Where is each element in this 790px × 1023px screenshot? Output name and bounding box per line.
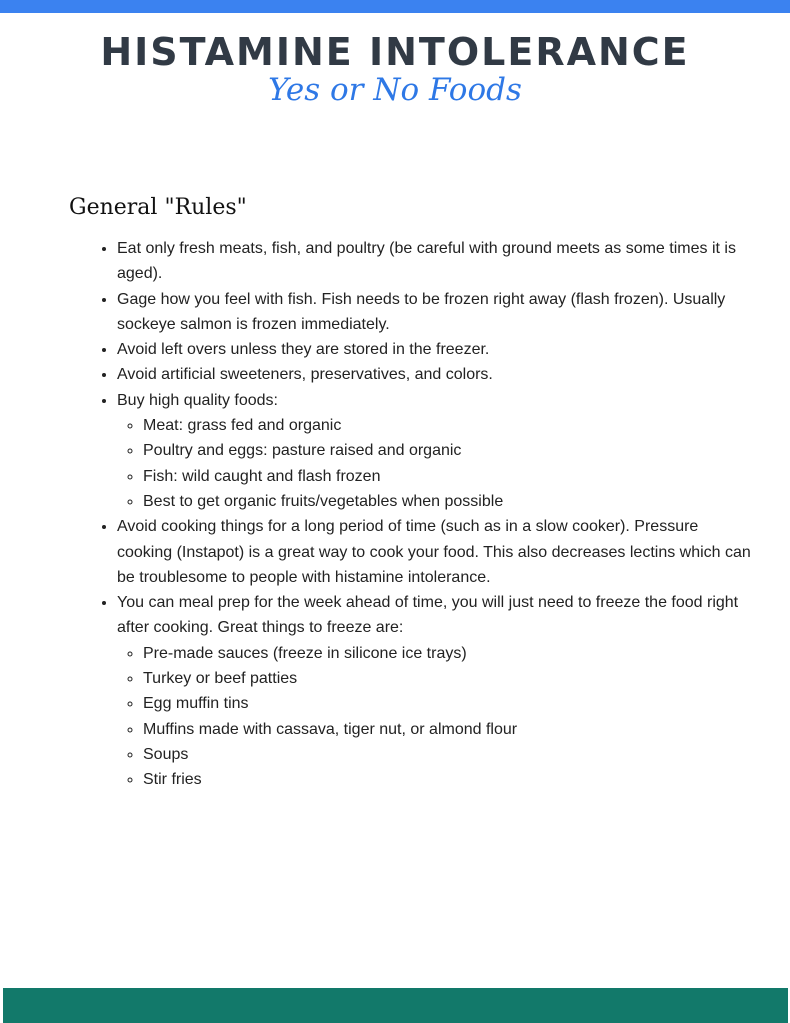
sub-list-item: ◦ Poultry and eggs: pasture raised and organic (143, 438, 757, 463)
list-item (117, 236, 757, 287)
list-item-text: Avoid left overs unless they are stored in the freezer. (117, 341, 490, 359)
list-item (117, 287, 757, 338)
list-item (117, 388, 757, 514)
sub-list-item: ◦ Best to get organic fruits/vegetables when possible (143, 489, 757, 514)
list-item (117, 362, 757, 387)
list-item-text: Avoid cooking things for a long period of time (such as in a slow cooker). Pressure cooking (Instapot) is a great way to cook your food. This also decreases lectins which can be troublesome to people with histamine intolerance. (117, 518, 751, 586)
page-subtitle: Yes or No Foods (268, 72, 522, 108)
list-item-text: Buy high quality foods: (117, 391, 278, 409)
rules-list (91, 236, 757, 793)
list-item-text: Gage how you feel with fish. Fish needs to be frozen right away (flash frozen). Usually sockeye salmon is frozen immediately. (117, 290, 726, 333)
sub-list (117, 641, 757, 793)
list-item-text: You can meal prep for the week ahead of time, you will just need to freeze the food right after cooking. Great things to freeze are: (117, 594, 739, 637)
sub-list-item: ◦ Egg muffin tins (143, 691, 757, 716)
list-item-text: Eat only fresh meats, fish, and poultry (be careful with ground meets as some times it is aged). (117, 240, 736, 283)
list-item (117, 514, 757, 590)
bottom-accent-bar (3, 988, 788, 1023)
page-title: HISTAMINE INTOLERANCE (100, 30, 690, 74)
list-item (117, 590, 757, 792)
sub-list-item: ◦ Pre-made sauces (freeze in silicone ice trays) (143, 641, 757, 666)
sub-list-item: ◦ Stir fries (143, 767, 757, 792)
sub-list-item: ◦ Fish: wild caught and flash frozen (143, 464, 757, 489)
section-heading: General "Rules" (69, 195, 247, 220)
sub-list (117, 413, 757, 514)
sub-list-item: ◦ Meat: grass fed and organic (143, 413, 757, 438)
top-accent-bar (0, 0, 790, 13)
list-item-text: Avoid artificial sweeteners, preservatives, and colors. (117, 366, 493, 384)
sub-list-item: ◦ Soups (143, 742, 757, 767)
list-item (117, 337, 757, 362)
sub-list-item: ◦ Muffins made with cassava, tiger nut, or almond flour (143, 717, 757, 742)
sub-list-item: ◦ Turkey or beef patties (143, 666, 757, 691)
